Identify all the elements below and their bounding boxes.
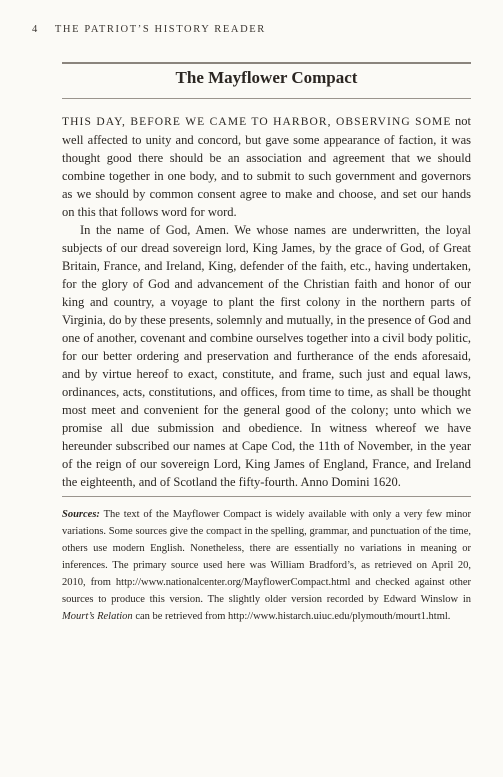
- intro-paragraph-text: not well affected to unity and concord, but gave some appearance of faction, it was thought good there should be an association and agreement that we should combine together in one body, and to submit to such government and governors as we should by common consent agree to make and choose, and set our hands on this that follows word for word.: [62, 114, 472, 219]
- compact-body: [62, 112, 471, 491]
- sources-label: Sources:: [62, 509, 100, 520]
- sources-divider: [62, 496, 471, 497]
- compact-paragraph: In the name of God, Amen. We whose names are underwritten, the loyal subjects of our dread sovereign lord, King James, by the grace of God, of Great Britain, France, and Ireland, King, defender of the faith, etc., having undertaken, for the glory of God and advancement of the Christian faith and honor of our king and country, a voyage to plant the first colony in the northern parts of Virginia, do by these presents, solemnly and mutually, in the presence of God and one of another, covenant and combine ourselves together into a civil body politic, for our better ordering and preservation and furtherance of the ends aforesaid, and by virtue hereof to exact, constitute, and frame, such just and equal laws, ordinances, acts, constitutions, and offices, from time to time, as shall be thought most meet and convenient for the general good of the colony; unto which we promise all due submission and obedience. In witness whereof we have hereunder subscribed our names at Cape Cod, the 11th of November, in the year of the reign of our sovereign Lord, King James of England, France, and Ireland the eighteenth, and of Scotland the fifty-fourth. Anno Domini 1620.: [62, 223, 471, 489]
- running-head: [32, 24, 266, 35]
- page-number: 4: [32, 24, 39, 35]
- document-title: The Mayflower Compact: [175, 68, 358, 87]
- book-title: Mourt’s Relation: [62, 611, 133, 622]
- sources-note: [62, 506, 471, 625]
- sources-text-2: can be retrieved from http://www.histarch.uiuc.edu/plymouth/mourt1.html.: [135, 611, 451, 622]
- running-title: THE PATRIOT’S HISTORY READER: [54, 24, 266, 35]
- title-top-rule: [62, 62, 471, 64]
- lead-small-caps: THIS DAY, BEFORE WE CAME TO HARBOR, OBSERVING SOME: [62, 116, 452, 128]
- sources-text-1: The text of the Mayflower Compact is widely available with only a very few minor variations. Some sources give the compact in the spelling, grammar, and punctuation of the time, others use modern English. Nonetheless, there are essentially no variations in meaning or inferences. The primary source used here was William Bradford’s, as retrieved on April 20, 2010, from http://www.nationalcenter.org/MayflowerCompact.html and checked against other sources to produce this version. The slightly older version recorded by Edward Winslow in: [62, 509, 471, 605]
- intro-paragraph: [62, 112, 471, 221]
- title-bottom-rule: [62, 98, 471, 99]
